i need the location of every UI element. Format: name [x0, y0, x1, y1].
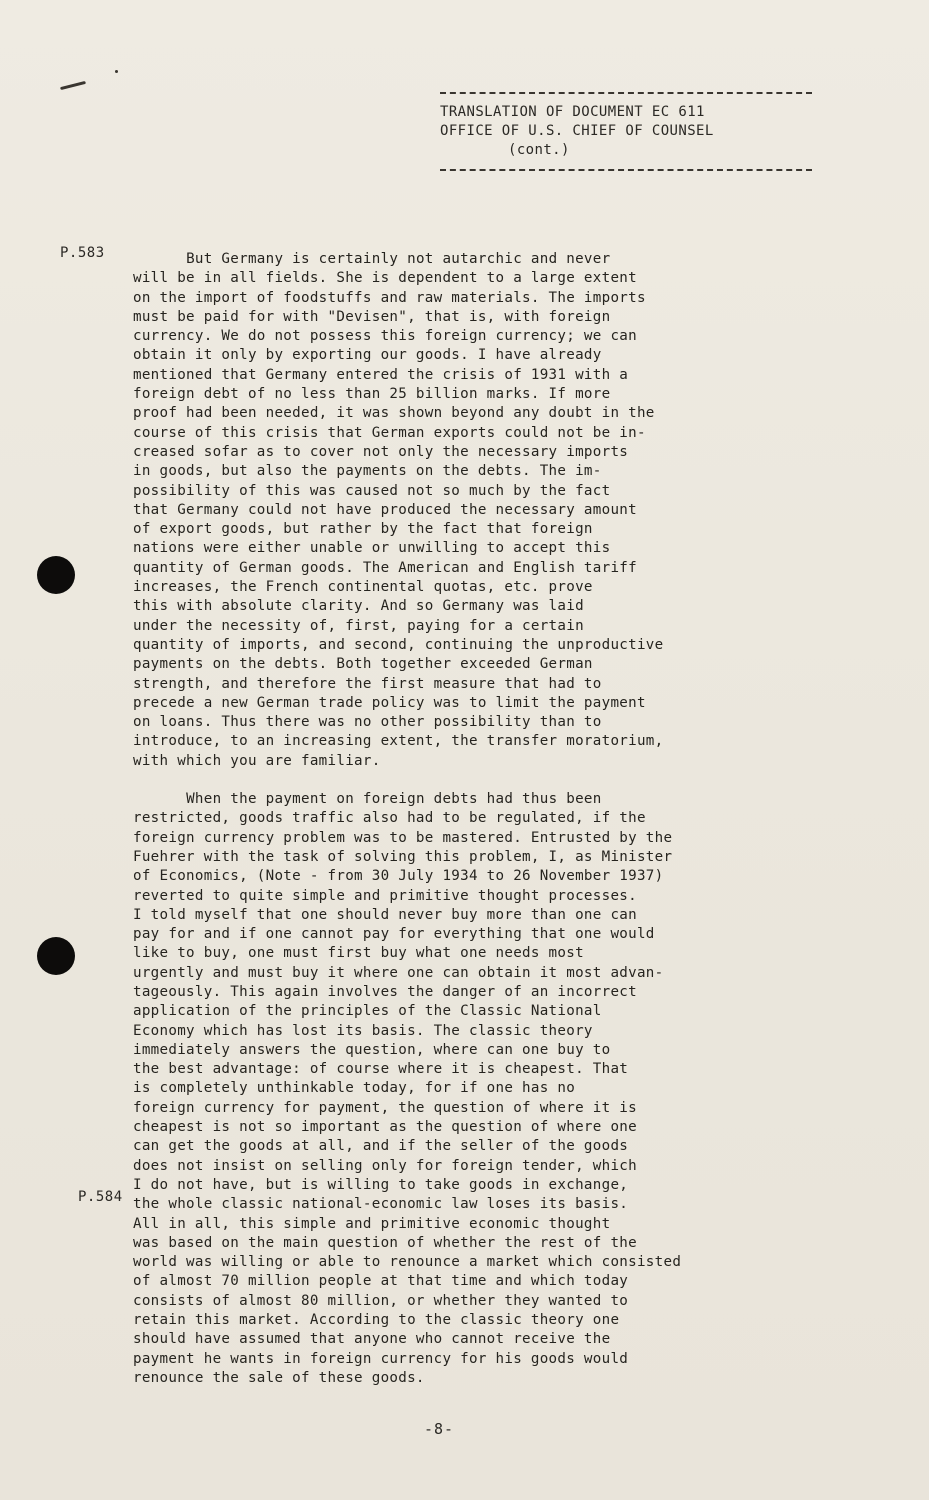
header-office-line: OFFICE OF U.S. CHIEF OF COUNSEL	[440, 123, 714, 139]
punch-hole-lower	[37, 937, 75, 975]
stray-ink-mark	[60, 81, 86, 90]
header-rule-bottom	[440, 169, 812, 171]
page-number: -8-	[424, 1420, 455, 1438]
header-rule-top	[440, 92, 812, 94]
punch-hole-upper	[37, 556, 75, 594]
margin-page-ref-583: P.583	[60, 245, 105, 261]
margin-page-ref-584: P.584	[78, 1189, 123, 1205]
document-body	[133, 250, 903, 1388]
document-header	[440, 92, 812, 171]
stray-ink-dot	[115, 70, 118, 73]
header-cont-line: (cont.)	[508, 142, 570, 158]
paragraph: When the payment on foreign debts had thus been restricted, goods traffic also had to be regulated, if the foreign currency problem was to be mastered. Entrusted by the Fuehrer with the task of solving this problem, I, as Minister of Economics, (Note - from 30 July 1934 to 26 November 1937) reverted to quite simple and primitive thought processes. I told myself that one should never buy more than one can pay for and if one cannot pay for everything that one would like to buy, one must first buy what one needs most urgently and must buy it where one can obtain it most advan- tageously. This again involves the danger of an incorrect application of the principles of the Classic National Economy which has lost its basis. The classic theory immediately answers the question, where can one buy to the best advantage: of course where it is cheapest. That is completely unthinkable today, for if one has no foreign currency for payment, the question of where it is cheapest is not so important as the question of where one can get the goods at all, and if the seller of the goods does not insist on selling only for foreign tender, which I do not have, but is willing to take goods in exchange, the whole classic national-economic law loses its basis. All in all, this simple and primitive economic thought was based on the main question of whether the rest of the world was willing or able to renounce a market which consisted of almost 70 million people at that time and which today consists of almost 80 million, or whether they wanted to retain this market. According to the classic theory one should have assumed that anyone who cannot receive the payment he wants in foreign currency for his goods would renounce the sale of these goods.	[133, 791, 682, 1386]
header-title-line: TRANSLATION OF DOCUMENT EC 611	[440, 104, 705, 120]
paragraph: But Germany is certainly not autarchic and never will be in all fields. She is dependent to a large extent on the import of foodstuffs and raw materials. The imports must be paid for with "Devisen", that is, with foreign currency. We do not possess this foreign currency; we can obtain it only by exporting our goods. I have already mentioned that Germany entered the crisis of 1931 with a foreign debt of no less than 25 billion marks. If more proof had been needed, it was shown beyond any doubt in the course of this crisis that German exports could not be in- creased sofar as to cover not only the necessary imports in goods, but also the payments on the debts. The im- possibility of this was caused not so much by the fact that Germany could not have produced the necessary amount of export goods, but rather by the fact that foreign nations were either unable or unwilling to accept this quantity of German goods. The American and English tariff increases, the French continental quotas, etc. prove this with absolute clarity. And so Germany was laid under the necessity of, first, paying for a certain quantity of imports, and second, continuing the unproductive payments on the debts. Both together exceeded German strength, and therefore the first measure that had to precede a new German trade policy was to limit the payment on loans. Thus there was no other possibility than to introduce, to an increasing extent, the transfer moratorium, with which you are familiar.	[133, 251, 664, 769]
